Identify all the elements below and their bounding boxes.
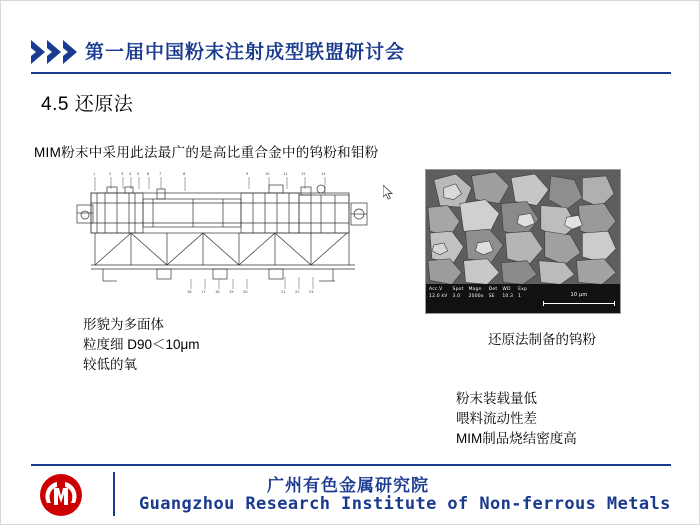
svg-text:18: 18 [215, 290, 220, 294]
footer-institute-cn: 广州有色金属研究院 [267, 476, 429, 495]
sem-info-bar [426, 284, 620, 313]
svg-text:19: 19 [229, 290, 234, 294]
sem-label-exp: Exp [518, 287, 528, 292]
mouse-pointer [383, 185, 395, 201]
sem-label-accv: Acc.V [429, 287, 443, 292]
footer-vertical-divider [113, 472, 115, 516]
svg-text:5: 5 [137, 172, 140, 176]
svg-text:22: 22 [295, 290, 300, 294]
svg-text:20: 20 [243, 290, 248, 294]
slide-header [1, 31, 700, 77]
sem-value-wd: 10.3 [502, 293, 514, 299]
svg-text:6: 6 [147, 172, 150, 176]
sem-value-magn: 2000x [468, 293, 484, 299]
sem-value-det: SE [488, 293, 495, 299]
caption-left-line-2: 粒度细 D90＜10μm [83, 337, 200, 352]
header-divider [31, 72, 671, 74]
caption-bottom-right-line-3: MIM制品烧结密度高 [456, 431, 577, 446]
page-title: 第一届中国粉末注射成型联盟研讨会 [85, 42, 406, 63]
sem-scale-label: 10 μm [570, 292, 588, 298]
svg-text:13: 13 [321, 172, 326, 176]
section-title: 4.5 还原法 [41, 94, 134, 115]
svg-text:2: 2 [109, 172, 112, 176]
svg-text:21: 21 [281, 290, 286, 294]
reduction-furnace-line-drawing [73, 169, 373, 294]
svg-text:16: 16 [187, 290, 192, 294]
caption-left-line-1: 形貌为多面体 [83, 317, 164, 332]
sem-value-exp: 1 [518, 293, 522, 299]
svg-text:1: 1 [93, 172, 96, 176]
svg-text:17: 17 [201, 290, 206, 294]
footer-institute-en: Guangzhou Research Institute of Non-ferrous Metals [139, 494, 671, 514]
sem-value-accv: 12.0 kV [429, 293, 448, 299]
svg-text:8: 8 [183, 172, 186, 176]
sem-label-spot: Spot [452, 287, 464, 292]
sem-value-spot: 3.0 [452, 293, 461, 299]
slide-footer [1, 464, 700, 524]
svg-text:7: 7 [159, 172, 162, 176]
svg-text:23: 23 [309, 290, 314, 294]
double-chevron-right-icon [31, 39, 79, 65]
caption-bottom-right-line-2: 喂料流动性差 [456, 411, 537, 426]
svg-text:10: 10 [265, 172, 270, 176]
svg-text:3: 3 [121, 172, 124, 176]
svg-text:11: 11 [283, 172, 288, 176]
footer-divider-line [31, 464, 671, 466]
gzri-logo [37, 472, 85, 518]
svg-text:12: 12 [301, 172, 306, 176]
sem-scale-bar [543, 292, 615, 304]
sem-label-magn: Magn [468, 287, 482, 292]
caption-left [83, 315, 200, 375]
caption-bottom-right [456, 389, 577, 449]
caption-bottom-right-line-1: 粉末装载量低 [456, 391, 537, 406]
svg-text:4: 4 [129, 172, 132, 176]
sem-label-det: Det [488, 287, 498, 292]
lead-text: MIM粉末中采用此法最广的是高比重合金中的钨粉和钼粉 [34, 145, 379, 160]
caption-right: 还原法制备的钨粉 [488, 332, 596, 347]
sem-label-wd: WD [502, 287, 511, 292]
caption-left-line-3: 较低的氧 [83, 357, 137, 372]
svg-text:9: 9 [246, 172, 249, 176]
sem-micrograph-tungsten-powder [425, 169, 621, 314]
